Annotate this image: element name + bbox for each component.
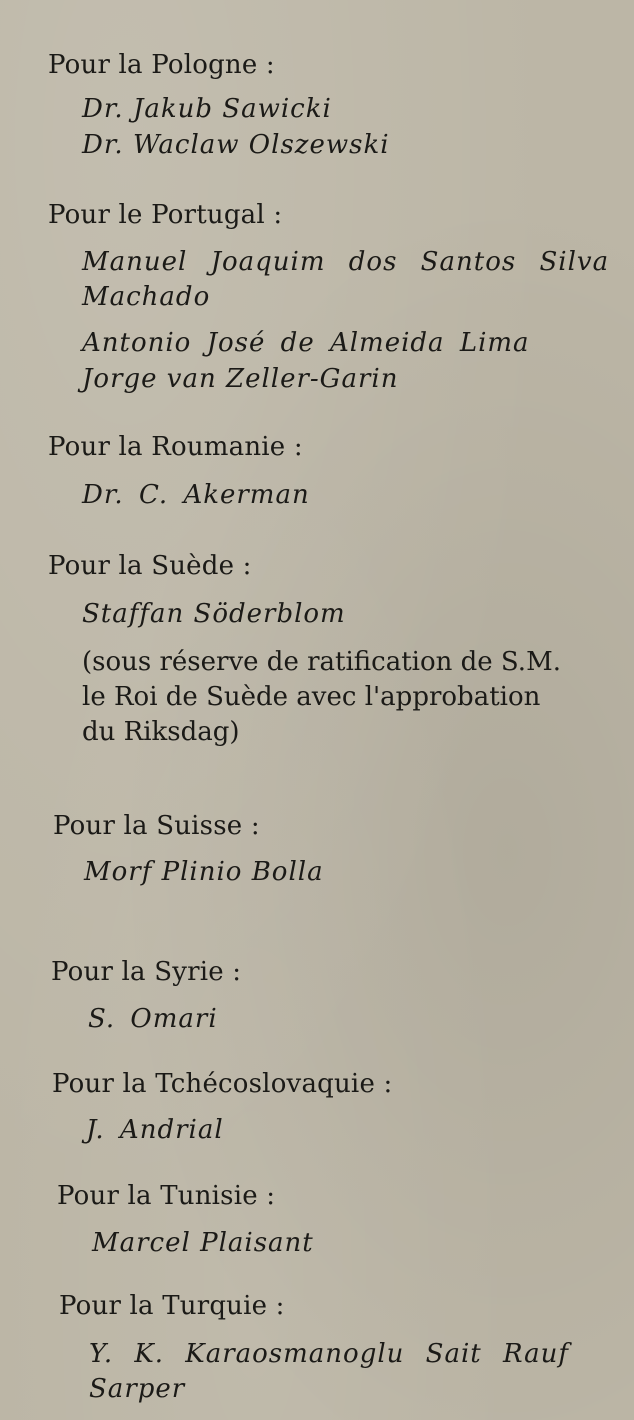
section-header: Pour la Pologne :	[48, 50, 275, 80]
signatory-name: Machado	[82, 282, 211, 312]
section-header: Pour la Tchécoslovaquie :	[52, 1069, 393, 1099]
signatory-name: J. Andrial	[86, 1115, 224, 1145]
signatory-name: S. Omari	[88, 1004, 218, 1034]
section-header: Pour la Syrie :	[51, 957, 242, 987]
signatory-name: Morf Plinio Bolla	[84, 857, 324, 887]
section-header: Pour le Portugal :	[48, 200, 283, 230]
signatory-name: Marcel Plaisant	[92, 1228, 314, 1258]
signatory-name: Jorge van Zeller-Garin	[82, 364, 399, 394]
section-header: Pour la Suède :	[48, 551, 252, 581]
reservation-note-line: du Riksdag)	[82, 717, 240, 747]
signatory-name: Sarper	[89, 1374, 186, 1404]
signatory-name: Dr. Jakub Sawicki	[82, 94, 332, 124]
section-header: Pour la Turquie :	[59, 1291, 285, 1321]
signatory-name: Manuel Joaquim dos Santos Silva	[82, 247, 610, 277]
section-header: Pour la Tunisie :	[57, 1181, 276, 1211]
signatory-name: Dr. C. Akerman	[82, 480, 310, 510]
section-header: Pour la Suisse :	[53, 811, 260, 841]
signatory-name: Staffan Söderblom	[82, 599, 346, 629]
signatory-name: Y. K. Karaosmanoglu Sait Rauf	[89, 1339, 570, 1369]
signatory-name: Dr. Waclaw Olszewski	[82, 130, 390, 160]
reservation-note-line: (sous réserve de ratification de S.M.	[82, 647, 561, 677]
reservation-note-line: le Roi de Suède avec l'approbation	[82, 682, 541, 712]
signatory-name: Antonio José de Almeida Lima	[82, 328, 530, 358]
section-header: Pour la Roumanie :	[48, 432, 303, 462]
